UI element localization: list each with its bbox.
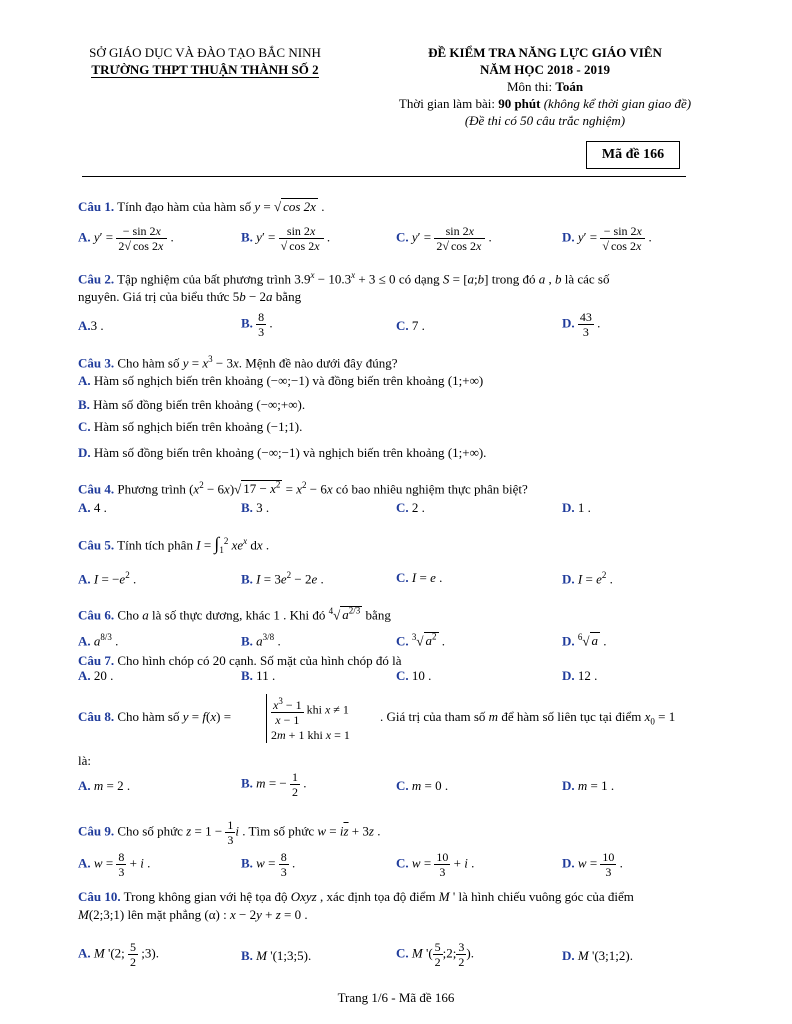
q5-options: A. $I = -e^2$ . B. $I = 3e^2 - 2e$ . C. I = e . D. $I = e^2$ .	[78, 570, 613, 587]
q9-options: A. w = $\frac{8}{3}$ + i . B. w = $\frac{8}{3}$ . C. w = $\frac{10}{3}$ + i . D. w = $\frac{10}{3}$ .	[78, 850, 623, 879]
q3-option-d: D. Hàm số đồng biến trên khoảng (−∞;−1) và nghịch biến trên khoảng (1;+∞).	[78, 445, 487, 460]
q7-options: A. 20 . B. 11 . C. 10 . D. 12 .	[78, 668, 598, 683]
q6-options: A. $a^{8/3}$ . B. $a^{3/8}$ . C. $^3$√ $a^2$ . D. $^6$√ a .	[78, 632, 607, 649]
school-year: NĂM HỌC 2018 - 2019	[480, 62, 610, 77]
question-7: Câu 7. Cho hình chóp có 20 cạnh. Số mặt của hình chóp đó là	[78, 653, 402, 668]
exam-title: ĐỀ KIỂM TRA NĂNG LỰC GIÁO VIÊN	[428, 45, 662, 60]
header-left	[70, 44, 340, 78]
question-2: Câu 2. Tập nghiệm của bất phương trình $3.9^x - 10.3^x + 3 \le 0$ có dạng S = [a;b] trong đó a , b là các số nguyên. Giá trị của biểu thức 5b − 2a bằng	[78, 270, 610, 305]
question-9: Câu 9. Cho số phức z = 1 − $\frac{1}{3}$ i . Tìm số phức $w = i\overline{z} + 3z$ .	[78, 818, 381, 847]
question-3: Câu 3. Cho hàm số $y = x^3 - 3x$. Mệnh đề nào dưới đây đúng?	[78, 354, 398, 371]
q3-option-a: A. Hàm số nghịch biến trên khoảng (−∞;−1) và đồng biến trên khoảng (1;+∞)	[78, 373, 484, 388]
question-8: Câu 8. Cho hàm số y = f(x) = $\frac{x^3 - 1}{x - 1}$ khi x ≠ 1 2m + 1 khi x = 1 . Giá trị của tham số m để hàm số liên tục tại điểm $x_0 = 1$	[78, 696, 676, 742]
q3-option-b: B. Hàm số đồng biến trên khoảng (−∞;+∞).	[78, 397, 306, 412]
q8-options: A. m = 2 . B. m = − $\frac{1}{2}$ . C. m = 0 . D. m = 1 .	[78, 770, 615, 799]
q2-options: A.3 . B. $\frac{8}{3}$ . C. 7 . D. $\frac{43}{3}$ .	[78, 310, 601, 339]
q4-options: A. 4 . B. 3 . C. 2 . D. 1 .	[78, 500, 591, 515]
question-6: Câu 6. Cho a là số thực dương, khác 1 . Khi đó $^4$√ $a^{2/3}$ bằng	[78, 606, 391, 623]
question-5: Câu 5. Tính tích phân $I = \int_1^2$ $xe^x$ dx .	[78, 533, 270, 555]
subject-line: Môn thi: Toán	[506, 79, 584, 94]
department: SỞ GIÁO DỤC VÀ ĐÀO TẠO BẮC NINH	[89, 45, 321, 60]
header-divider	[82, 176, 686, 177]
q8-la: là:	[78, 753, 91, 768]
question-1: Câu 1. Tính đạo hàm của hàm số y = √ cos 2x .	[78, 199, 325, 214]
question-count: (Đề thi có 50 câu trắc nghiệm)	[464, 113, 626, 128]
time-line: Thời gian làm bài: 90 phút (không kể thời gian giao đề)	[398, 96, 692, 111]
exam-code-box: Mã đề 166	[586, 141, 680, 169]
school-name: TRƯỜNG THPT THUẬN THÀNH SỐ 2	[91, 62, 319, 77]
page-footer: Trang 1/6 - Mã đề 166	[337, 990, 455, 1005]
question-4: Câu 4. Phương trình $(x^2 - 6x)√$ $17 - x^2 = x^2 - 6x$ có bao nhiêu nghiệm thực phân biệt?	[78, 480, 528, 497]
q10-options: A. M '(2; $\frac{5}{2}$ ;3). B. M '(1;3;5). C. M '( $\frac{5}{2}$ ;2; $\frac{3}{2}$ ). D. M '(3;1;2).	[78, 940, 633, 969]
question-10: Câu 10. Trong không gian với hệ tọa độ Oxyz , xác định tọa độ điểm M ' là hình chiếu vuông góc của điểm M(2;3;1) lên mặt phẳng (α) : x − 2y + z = 0 .	[78, 889, 634, 922]
q3-option-c: C. Hàm số nghịch biến trên khoảng (−1;1).	[78, 419, 303, 434]
header-right	[355, 44, 735, 129]
q1-options: A. y′ = $\frac{- \sin 2x}{2√ \cos 2x}$ . B. y′ = $\frac{\sin 2x}{√ \cos 2x}$ . C. y′ = $\frac{\sin 2x}{2√ \cos 2x}$ . D. y′ = $\frac{- \sin 2x}{√ \cos 2x}$ .	[78, 224, 652, 253]
